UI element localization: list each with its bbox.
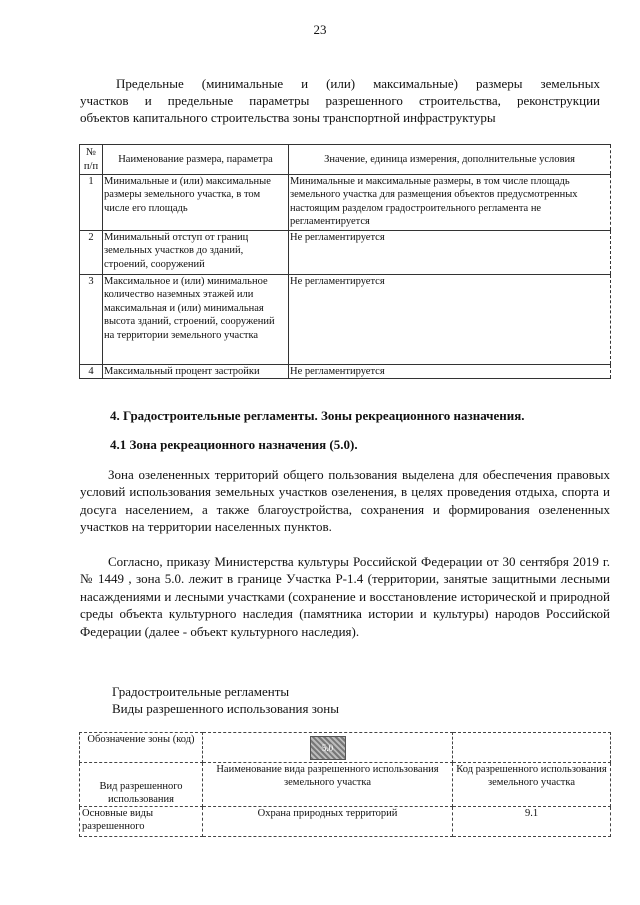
header-cell: № п/п [80, 145, 103, 175]
header-cell: Код разрешенного использования земельного участка [453, 763, 611, 807]
row-name: Охрана природных территорий [203, 807, 453, 837]
row-value: Минимальные и максимальные размеры, в том числе площадь земельного участка для размещения объектов предусмотренных настоящим разделом градостроительного регламента не регламентируется [289, 175, 611, 231]
empty-cell [453, 733, 611, 763]
row-number: 2 [80, 231, 103, 275]
row-code: 9.1 [453, 807, 611, 837]
header-cell: Наименование вида разрешенного использования земельного участка [203, 763, 453, 807]
heading-line: участков и предельные параметры разрешенного строительства, реконструкции [80, 93, 600, 108]
table-heading [80, 75, 600, 126]
page-number: 23 [313, 22, 327, 37]
paragraph [80, 553, 610, 640]
heading-line: Предельные (минимальные и (или) максимальные) размеры земельных [116, 76, 600, 91]
table-row [80, 175, 611, 231]
header-cell: Вид разрешенного использования [80, 763, 203, 807]
table-row [80, 807, 611, 837]
row-number: 3 [80, 275, 103, 365]
heading-line: объектов капитального строительства зоны транспортной инфраструктуры [80, 110, 496, 125]
subsection-title: 4.1 Зона рекреационного назначения (5.0). [110, 437, 358, 452]
paragraph-text: Зона озелененных территорий общего пользования выделена для обеспечения правовых условий использования земельных участков озеленения, в целях проведения отдыха, спорта и досуга населением, а также благоустройства, сохранения и формирования озелененных участков на территории населенных пунктов. [80, 467, 610, 535]
header-cell: Наименование размера, параметра [103, 145, 289, 175]
zone-label-cell: Обозначение зоны (код) [80, 733, 203, 763]
row-name: Максимальное и (или) минимальное количество наземных этажей или максимальная и (или) минимальная высота зданий, строений, сооружений на территории земельного участка [103, 275, 289, 365]
zone-code-cell [203, 733, 453, 763]
zone-code-stamp: 5.0 [310, 736, 346, 760]
paragraph [80, 466, 610, 536]
table-row [80, 231, 611, 275]
row-type: Основные виды разрешенного [80, 807, 203, 837]
table-row [80, 275, 611, 365]
row-number: 1 [80, 175, 103, 231]
row-value: Не регламентируется [289, 231, 611, 275]
row-number: 4 [80, 365, 103, 379]
row-name: Минимальный отступ от границ земельных участков до зданий, строений, сооружений [103, 231, 289, 275]
row-value: Не регламентируется [289, 365, 611, 379]
paragraph-text: Согласно, приказу Министерства культуры Российской Федерации от 30 сентября 2019 г. № 1449 , зона 5.0. лежит в границе Участка Р-1.4 (территории, занятые защитными лесными насаждениями и лесными участками (сохранение и восстановление исторической и природной среды объекта культурного наследия (памятника истории и культуры) народов Российской Федерации (далее - объект культурного наследия). [80, 554, 610, 639]
row-name: Минимальные и (или) максимальные размеры земельного участка, в том числе его площадь [103, 175, 289, 231]
row-value: Не регламентируется [289, 275, 611, 365]
parameters-table [79, 144, 611, 379]
regulations-label: Градостроительные регламенты [112, 684, 290, 699]
section-title: 4. Градостроительные регламенты. Зоны рекреационного назначения. [110, 408, 525, 423]
usage-types-label: Виды разрешенного использования зоны [112, 701, 339, 716]
header-cell: Значение, единица измерения, дополнительные условия [289, 145, 611, 175]
usage-types-table [79, 732, 611, 837]
table-row [80, 365, 611, 379]
row-name: Максимальный процент застройки [103, 365, 289, 379]
